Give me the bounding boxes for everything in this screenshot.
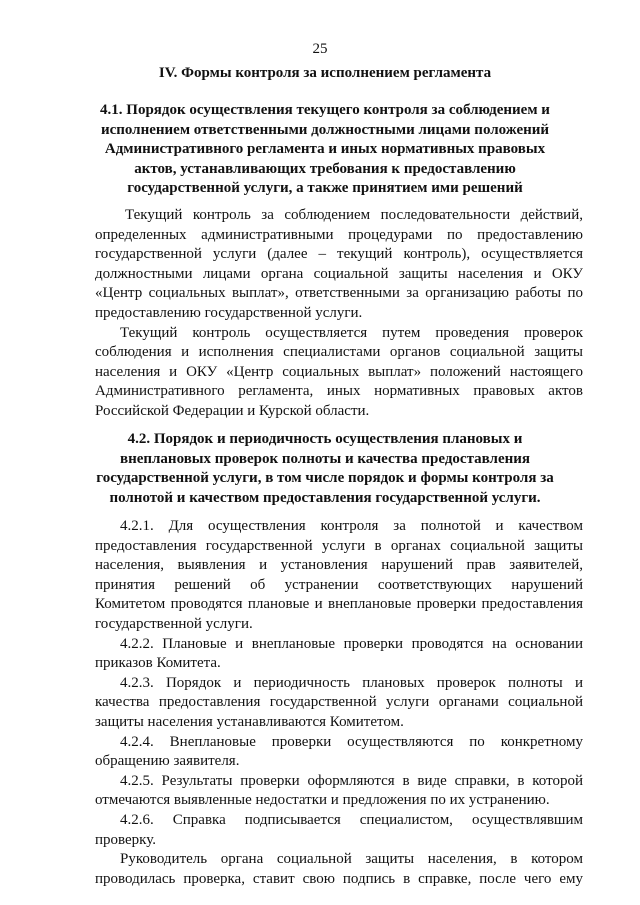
paragraph-4-2-3 — [95, 674, 583, 733]
text-line: отмечаются выявленные недостатки и предложения по их устранению. — [95, 792, 550, 809]
text-line: 4.2.1. Для осуществления контроля за полнотой и качеством — [120, 518, 583, 534]
text-line: предоставлению государственной услуги. — [95, 304, 363, 321]
text-line: 4.2.4. Внеплановые проверки осуществляются по конкретному — [120, 733, 583, 750]
subsection-4-1-title-line: государственной услуги, а также принятием ими решений — [127, 180, 523, 196]
subsection-4-1-title-line: исполнением ответственными должностными лицами положений — [100, 121, 550, 138]
text-line: принятия решений об устранении соответствующих нарушений — [95, 576, 583, 593]
paragraph-4-2-1 — [95, 517, 583, 635]
text-line: защиты населения устанавливаются Комитетом. — [95, 713, 404, 730]
text-line: населения, выявления и установления нарушений прав заявителей, — [95, 557, 583, 574]
paragraph-4-2-2 — [95, 635, 583, 674]
text-line: Российской Федерации и Курской области. — [95, 402, 370, 419]
paragraph-control-method — [95, 324, 583, 422]
subsection-4-2-title — [80, 430, 570, 508]
text-line: соблюдения и исполнения специалистами органов социальной защиты — [95, 344, 583, 361]
text-line: населения и ОКУ «Центр социальных выплат» положений настоящего — [95, 363, 583, 380]
subsection-4-1-body — [95, 206, 583, 422]
paragraph-current-control — [95, 206, 583, 324]
subsection-4-1-title-line: Административного регламента и иных нормативных правовых — [104, 141, 546, 157]
section-title: IV. Формы контроля за исполнением регламента — [158, 65, 492, 81]
text-line: Текущий контроль осуществляется путем проведения проверок — [120, 324, 583, 341]
paragraph-4-2-6 — [95, 811, 583, 850]
text-line: Руководитель органа социальной защиты населения, в котором — [120, 851, 583, 868]
text-line: Административного регламента, иных нормативных правовых актов — [95, 383, 583, 400]
subsection-4-2-title-line: внеплановых проверок полноты и качества предоставления — [119, 450, 531, 467]
subsection-4-2-title-line: 4.2. Порядок и периодичность осуществления плановых и — [127, 431, 523, 447]
text-line: 4.2.6. Справка подписывается специалистом, осуществлявшим — [120, 811, 583, 828]
subsection-4-1-title — [80, 101, 570, 199]
page-number: 25 — [312, 41, 328, 57]
text-line: Комитетом проводятся плановые и внеплановые проверки предоставления — [95, 596, 583, 613]
paragraph-4-2-5 — [95, 772, 583, 811]
text-line: «Центр социальных выплат», ответственными за организацию работы по — [95, 285, 583, 302]
text-line: приказов Комитета. — [95, 655, 221, 672]
text-line: предоставления государственной услуги в органах социальной защиты — [95, 537, 583, 554]
text-line: качества предоставления государственной услуги органами социальной — [95, 694, 583, 711]
text-line: обращению заявителя. — [95, 753, 240, 770]
text-line: 4.2.3. Порядок и периодичность плановых проверок полноты и — [120, 674, 583, 691]
text-line: Текущий контроль за соблюдением последовательности действий, — [125, 207, 583, 223]
subsection-4-1-title-line: актов, устанавливающих требования к предоставлению — [134, 160, 516, 177]
text-line: определенных административными процедурами по предоставлению — [95, 226, 583, 243]
text-line: 4.2.2. Плановые и внеплановые проверки проводятся на основании — [120, 635, 583, 652]
text-line: государственной услуги. — [95, 615, 253, 632]
paragraph-4-2-4 — [95, 733, 583, 772]
text-line: 4.2.5. Результаты проверки оформляются в виде справки, в которой — [120, 772, 583, 789]
text-line: проводилась проверка, ставит свою подпись в справке, после чего ему — [95, 870, 583, 887]
text-line: должностными лицами органа социальной защиты населения и ОКУ — [95, 265, 583, 282]
paragraph-head-signature — [95, 850, 583, 889]
text-line: проверку. — [95, 831, 157, 848]
subsection-4-2-title-line: государственной услуги, в том числе порядок и формы контроля за — [96, 470, 554, 486]
subsection-4-2-body — [95, 517, 583, 889]
text-line: государственной услуги (далее – текущий контроль), осуществляется — [95, 246, 583, 263]
subsection-4-1-title-line: 4.1. Порядок осуществления текущего контроля за соблюдением и — [100, 102, 550, 118]
subsection-4-2-title-line: полнотой и качеством предоставления государственной услуги. — [109, 489, 541, 506]
